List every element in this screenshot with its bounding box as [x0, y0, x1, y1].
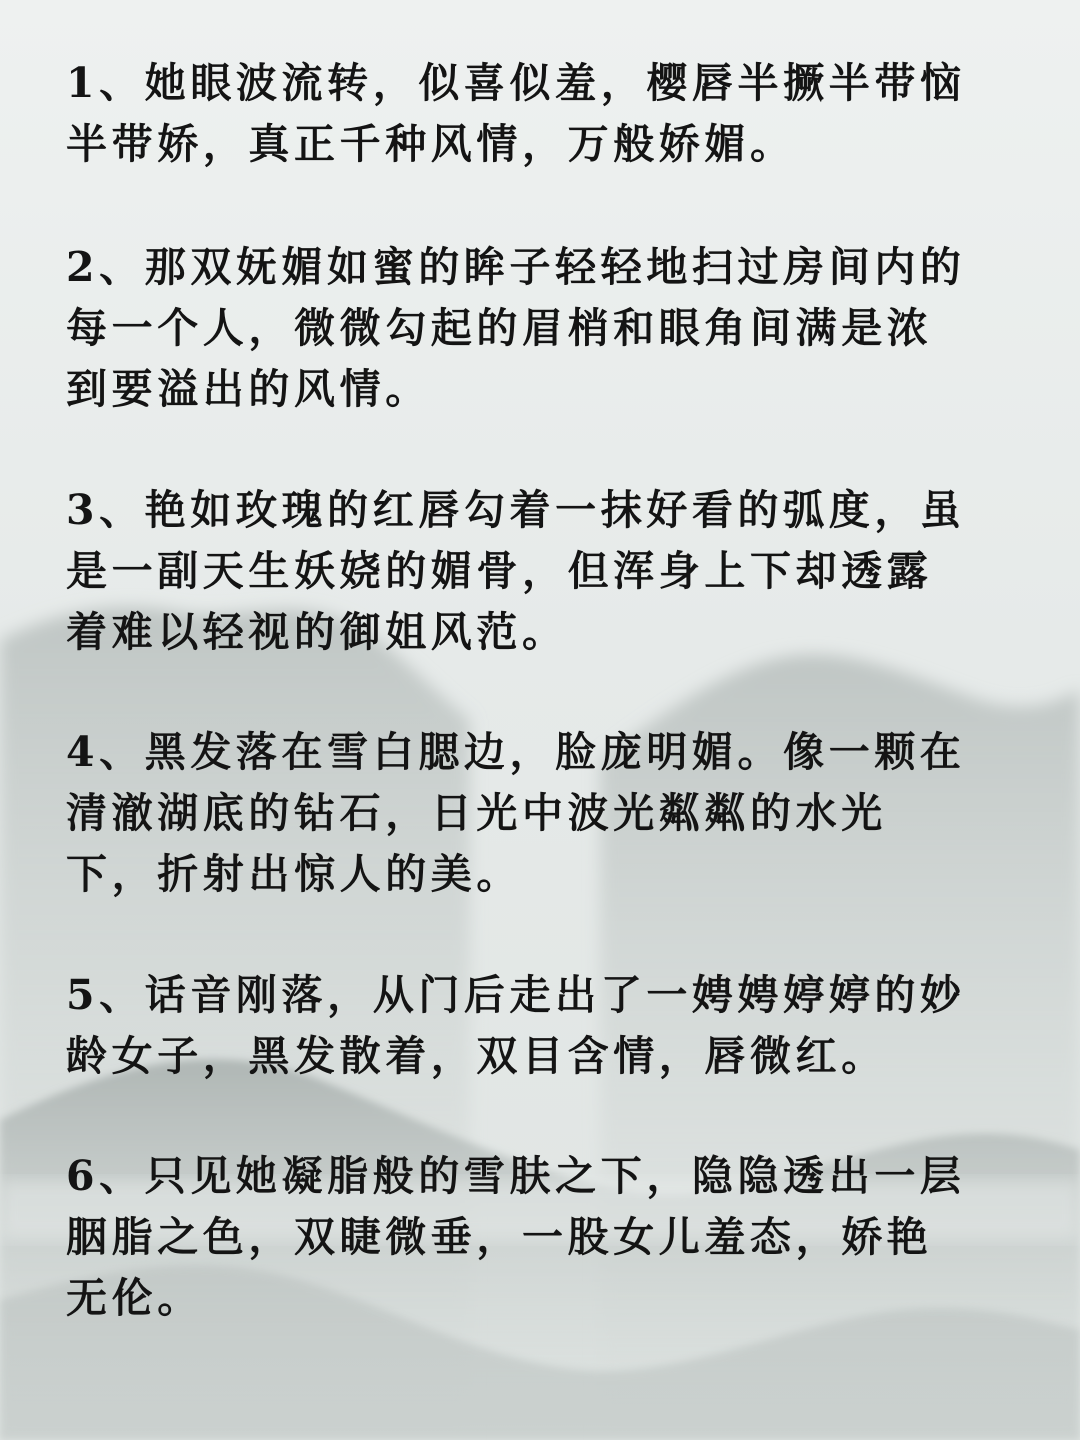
- paragraph-line: 到要溢出的风情。: [66, 365, 431, 413]
- paragraph-line: 5、话音刚落，从门后走出了一娉娉婷婷的妙: [66, 971, 966, 1019]
- paragraph-line: 清澈湖底的钻石，日光中波光粼粼的水光: [66, 789, 887, 837]
- paragraph-line: 龄女子，黑发散着，双目含情，唇微红。: [66, 1032, 887, 1080]
- paragraph-line: 无伦。: [66, 1274, 203, 1322]
- paragraph-line: 4、黑发落在雪白腮边，脸庞明媚。像一颗在: [66, 728, 966, 776]
- paragraph-line: 6、只见她凝脂般的雪肤之下，隐隐透出一层: [66, 1152, 966, 1200]
- paragraph-3: [66, 480, 1016, 663]
- paragraph-line: 着难以轻视的御姐风范。: [66, 608, 568, 656]
- paragraph-line: 下，折射出惊人的美。: [66, 850, 522, 898]
- paragraph-line: 每一个人，微微勾起的眉梢和眼角间满是浓: [66, 304, 933, 352]
- paragraph-line: 1、她眼波流转，似喜似羞，樱唇半撅半带恼: [66, 59, 966, 107]
- paragraph-line: 半带娇，真正千种风情，万般娇媚。: [66, 120, 796, 168]
- paragraph-4: [66, 722, 1016, 905]
- paragraph-line: 胭脂之色，双睫微垂，一股女儿羞态，娇艳: [66, 1213, 933, 1261]
- paragraph-6: [66, 1146, 1016, 1329]
- paragraph-1: [66, 53, 1016, 175]
- paragraph-5: [66, 965, 1016, 1087]
- paragraph-line: 是一副天生妖娆的媚骨，但浑身上下却透露: [66, 547, 933, 595]
- paragraph-line: 2、那双妩媚如蜜的眸子轻轻地扫过房间内的: [66, 243, 966, 291]
- paragraph-line: 3、艳如玫瑰的红唇勾着一抹好看的弧度，虽: [66, 486, 966, 534]
- paragraph-2: [66, 237, 1016, 420]
